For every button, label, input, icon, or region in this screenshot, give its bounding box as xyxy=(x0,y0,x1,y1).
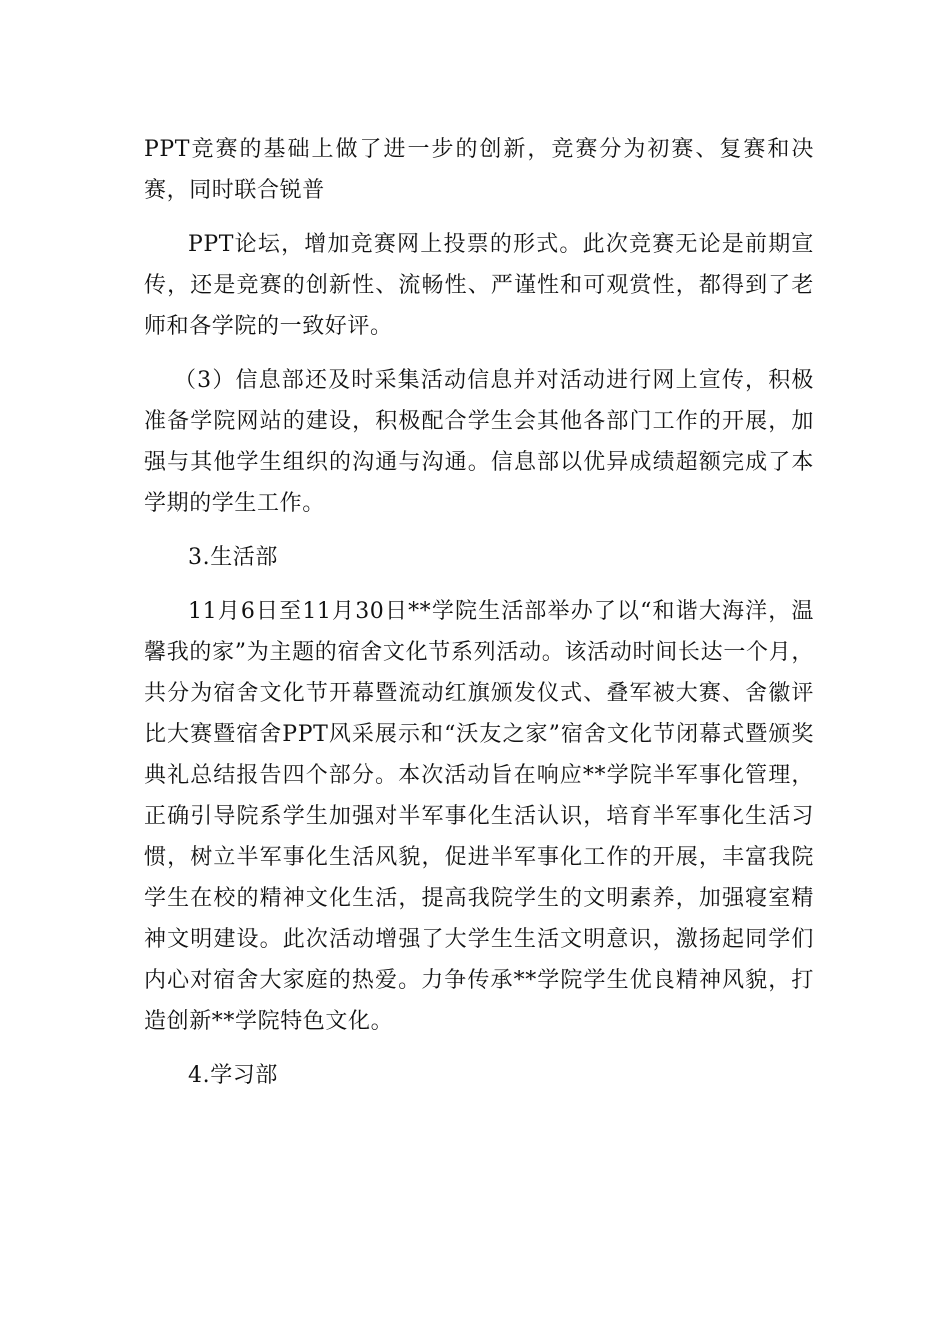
section-heading-study-department: 4.学习部 xyxy=(188,1063,278,1088)
section-heading-life-department: 3.生活部 xyxy=(188,545,278,570)
document-body xyxy=(144,129,814,1096)
paragraph-life-department: 11月6日至11月30日**学院生活部举办了以“和谐大海洋，温馨我的家”为主题的宿舍文化节系列活动。该活动时间长达一个月，共分为宿舍文化节开幕暨流动红旗颁发仪式、叠军被大赛、舍徽评比大赛暨宿舍PPT风采展示和“沃友之家”宿舍文化节闭幕式暨颁奖典礼总结报告四个部分。本次活动旨在响应**学院半军事化管理，正确引导院系学生加强对半军事化生活认识，培育半军事化生活习惯，树立半军事化生活风貌，促进半军事化工作的开展，丰富我院学生在校的精神文化生活，提高我院学生的文明素养，加强寝室精神文明建设。此次活动增强了大学生生活文明意识，激扬起同学们内心对宿舍大家庭的热爱。力争传承**学院学生优良精神风貌，打造创新**学院特色文化。 xyxy=(144,599,814,1034)
paragraph-ppt-forum: PPT论坛，增加竞赛网上投票的形式。此次竞赛无论是前期宣传，还是竞赛的创新性、流畅性、严谨性和可观赏性，都得到了老师和各学院的一致好评。 xyxy=(144,232,814,339)
paragraph-ppt-competition: PPT竞赛的基础上做了进一步的创新，竞赛分为初赛、复赛和决赛，同时联合锐普 xyxy=(144,137,814,203)
paragraph-info-department: （3）信息部还及时采集活动信息并对活动进行网上宣传，积极准备学院网站的建设，积极配合学生会其他各部门工作的开展，加强与其他学生组织的沟通与沟通。信息部以优异成绩超额完成了本学期的学生工作。 xyxy=(144,368,814,516)
